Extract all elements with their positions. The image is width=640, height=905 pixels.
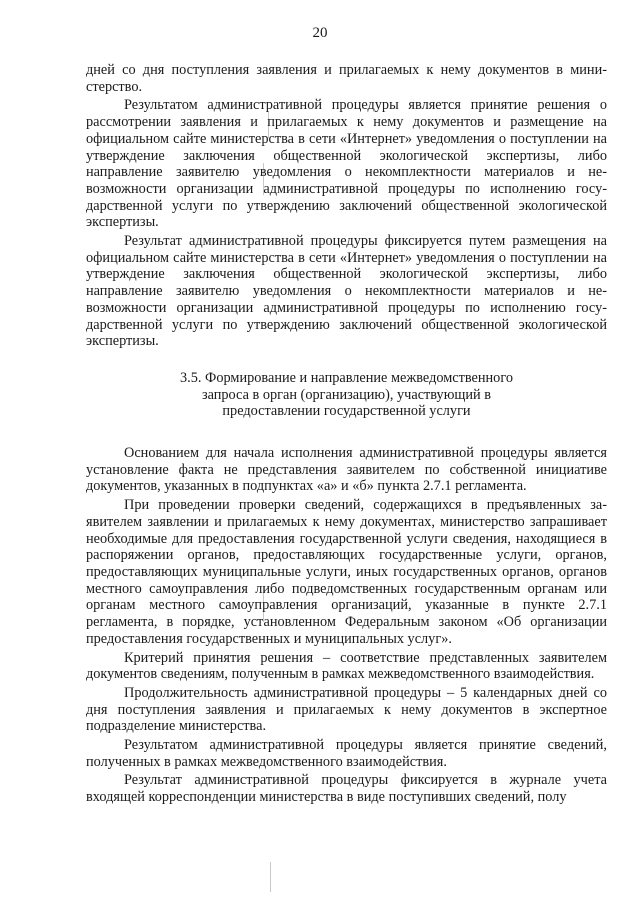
section-heading: [86, 370, 607, 420]
paragraph-result-record: Результат административной процедуры фиксируется путем размещения на официальном сайте министерства в сети «Интернет» уведомления о поступлении на утверждение заключения общественной экологической экспертизы, либо направление заявителю уведомления о некомплектности материалов и невозможности организации административной процедуры по исполнению государственной услуги по утверждению заключений общественной экологической экспертизы.: [86, 233, 607, 350]
page-number: 20: [312, 25, 328, 41]
paragraph-result: Результатом административной процедуры является принятие сведений, полученных в рамках межведомственного взаимодействия.: [86, 737, 607, 770]
section-heading-line: предоставлении государственной услуги: [222, 403, 471, 420]
paragraph-result-record: Результат административной процедуры фиксируется в журнале учета входящей корреспонденции министерства в виде поступивших сведений, полу: [86, 772, 607, 806]
paragraph-verification: При проведении проверки сведений, содержащихся в предъявленных заявителем заявлении и прилагаемых к нему документах, министерство запрашивает необходимые для предоставления государственной услуги сведения, находящиеся в распоряжении органов, предоставляющих государственные услуги, органов, предоставляющих муниципальные услуги, иных государственных органов, органов местного самоуправления либо подведомственных государственным органам или органам местного самоуправления организаций, указанные в пункте 2.7.1 регламента, в порядке, установленном Федеральным законом «Об организации предоставления государственных и муниципальных услуг».: [86, 497, 607, 647]
scan-artifact-line: [270, 862, 271, 892]
paragraph-criterion: Критерий принятия решения – соответствие представленных заявителем документов сведениям, полученным в рамках межведомственного взаимодействия.: [86, 649, 607, 683]
paragraph-basis: Основанием для начала исполнения административной процедуры является установление факта не представления заявителем по собственной инициативе документов, указанных в подпунктах «а» и «б» пункта 2.7.1 регламента.: [86, 445, 607, 495]
section-heading-line: 3.5. Формирование и направление межведомственного: [180, 369, 513, 386]
section-heading-line: запроса в орган (организацию), участвующий в: [201, 386, 492, 403]
paragraph-duration: Продолжительность административной процедуры – 5 календарных дней со дня поступления заявления и прилагаемых к нему документов в экспертное подразделение министерства.: [86, 684, 607, 735]
paragraph-continuation: дней со дня поступления заявления и прилагаемых к нему документов в министерство.: [86, 62, 607, 95]
document-body: [86, 62, 607, 806]
paragraph-result: Результатом административной процедуры является принятие решения о рассмотрении заявления и прилагаемых к нему документов и размещение на официальном сайте министерства в сети «Интернет» уведомления о поступлении на утверждение заключения общественной экологической экспертизы, либо направление заявителю уведомления о некомплектности материалов и невозможности организации административной процедуры по исполнению государственной услуги по утверждению заключений общественной экологической экспертизы.: [86, 97, 607, 231]
